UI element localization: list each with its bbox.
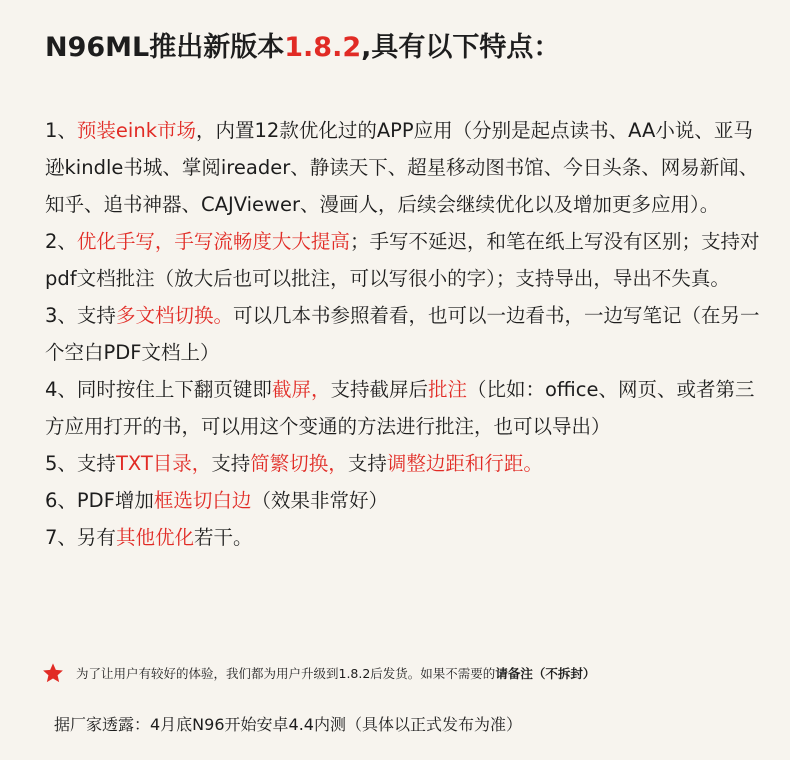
feature-highlight: 框选切白边 <box>153 489 252 512</box>
feature-prefix: 同时按住上下翻页键即 <box>76 378 272 401</box>
feature-number: 2、 <box>45 230 77 253</box>
feature-middle-2: 支持 <box>347 452 387 475</box>
feature-text: 可以几本书参照着看，也可以一边看书，一边写笔记（在另一个空白PDF文档上） <box>45 304 760 364</box>
feature-item-6 <box>45 482 765 519</box>
title-prefix: N96ML推出新版本 <box>45 32 285 63</box>
feature-item-7 <box>45 519 765 556</box>
feature-middle: 支持截屏后 <box>330 378 428 401</box>
feature-highlight: 截屏， <box>271 378 331 401</box>
title-version: 1.8.2 <box>284 32 362 63</box>
title-suffix: ,具有以下特点： <box>361 32 561 63</box>
feature-prefix: PDF增加 <box>76 489 154 512</box>
feature-highlight: TXT目录， <box>115 452 212 475</box>
notice-text: 为了让用户有较好的体验，我们都为用户升级到1.8.2后发货。如果不需要的 <box>76 666 496 681</box>
feature-text: ；手写不延迟，和笔在纸上写没有区别；支持对pdf文档批注（放大后也可以批注，可以写很小的字）；支持导出，导出不失真。 <box>45 230 760 290</box>
feature-highlight: 优化手写，手写流畅度大大提高 <box>76 230 350 253</box>
notice-bold: 请备注（不拆封） <box>495 666 596 681</box>
upgrade-notice <box>42 662 595 684</box>
feature-middle: 支持 <box>211 452 251 475</box>
feature-text: （比如：office、网页、或者第三方应用打开的书，可以用这个变通的方法进行批注，也可以导出） <box>45 378 755 438</box>
feature-number: 4、 <box>45 378 77 401</box>
feature-highlight-2: 批注 <box>427 378 467 401</box>
star-icon <box>42 662 64 684</box>
feature-item-1 <box>45 112 765 223</box>
feature-list <box>45 112 765 556</box>
feature-item-2 <box>45 223 765 297</box>
feature-prefix: 另有 <box>76 526 116 549</box>
feature-item-4 <box>45 371 765 445</box>
feature-highlight: 多文档切换。 <box>115 304 233 327</box>
feature-number: 6、 <box>45 489 77 512</box>
footer-note: 据厂家透露：4月底N96开始安卓4.4内测（具体以正式发布为准） <box>54 715 522 734</box>
feature-number: 5、 <box>45 452 77 475</box>
feature-highlight-3: 调整边距和行距。 <box>386 452 543 475</box>
feature-text: 若干。 <box>193 526 253 549</box>
feature-number: 7、 <box>45 526 77 549</box>
feature-prefix: 支持 <box>76 452 116 475</box>
feature-number: 3、 <box>45 304 77 327</box>
feature-highlight: 其他优化 <box>115 526 194 549</box>
feature-text: （效果非常好） <box>251 489 388 512</box>
feature-prefix: 支持 <box>76 304 116 327</box>
feature-highlight-2: 简繁切换， <box>250 452 348 475</box>
feature-text: ，内置12款优化过的APP应用（分别是起点读书、AA小说、亚马逊kindle书城、掌阅ireader、静读天下、超星移动图书馆、今日头条、网易新闻、知乎、追书神器、CAJViewer、漫画人，后续会继续优化以及增加更多应用）。 <box>45 119 759 216</box>
page-title <box>45 28 560 68</box>
feature-number: 1、 <box>45 119 77 142</box>
feature-highlight: 预装eink市场 <box>76 119 196 142</box>
feature-item-5 <box>45 445 765 482</box>
feature-item-3 <box>45 297 765 371</box>
